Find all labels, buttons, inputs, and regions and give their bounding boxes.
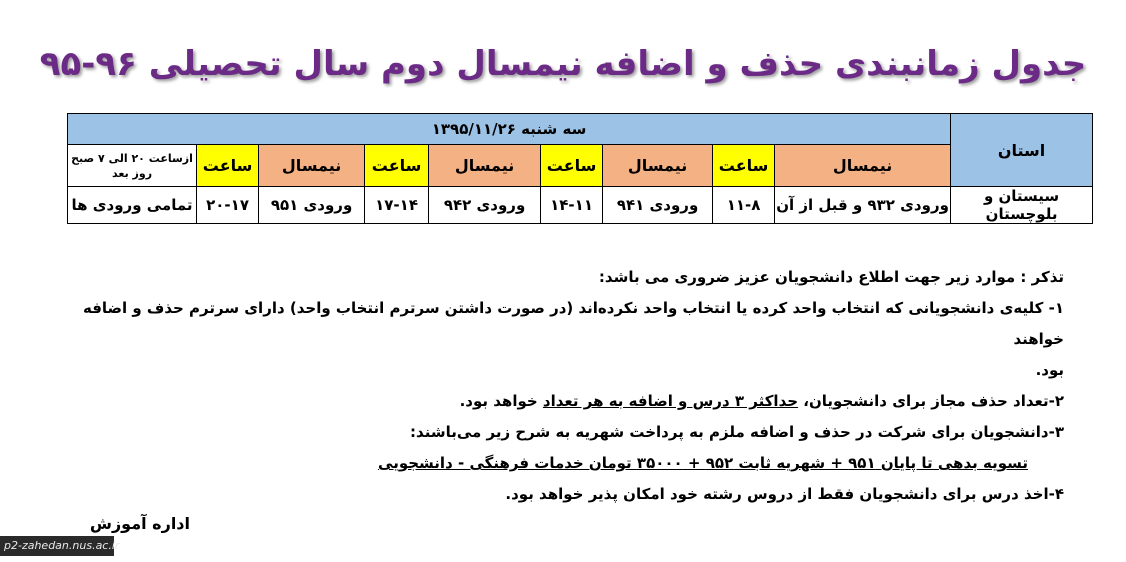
semester-header: نیمسال: [775, 145, 951, 187]
table-row: [68, 187, 1093, 224]
table-cell: ورودی ۹۴۱: [603, 187, 713, 224]
watermark: p2-zahedan.nus.ac.ir: [0, 536, 114, 556]
schedule-table: [67, 113, 1093, 224]
note-item-2-emphasis: حداکثر ۳ درس و اضافه به هر تعداد: [542, 392, 799, 410]
date-header: سه شنبه ۱۳۹۵/۱۱/۲۶: [68, 114, 951, 145]
table-cell: ورودی ۹۵۱: [259, 187, 365, 224]
table-cell: ۱۱-۸: [713, 187, 775, 224]
note-item-4: ۴-اخذ درس برای دانشجویان فقط از دروس رشته خود امکان پذیر خواهد بود.: [505, 485, 1064, 503]
table-cell: تمامی ورودی ها: [68, 187, 197, 224]
table-cell: ۱۷-۱۴: [365, 187, 429, 224]
state-header: استان: [951, 114, 1093, 187]
table-cell: ورودی ۹۴۲: [429, 187, 541, 224]
note-item-1-continued: بود.: [1035, 361, 1064, 379]
time-header: ساعت: [713, 145, 775, 187]
fee-detail-text: تسویه بدهی تا پایان ۹۵۱ + شهریه ثابت ۹۵۲ + ۳۵۰۰۰ تومان خدمات فرهنگی - دانشجویی: [378, 454, 1028, 472]
signature: اداره آموزش: [89, 514, 190, 533]
notes-heading: تذکر : موارد زیر جهت اطلاع دانشجویان عزیز ضروری می باشد:: [598, 268, 1064, 286]
note-item-3: ۳-دانشجویان برای شرکت در حذف و اضافه ملزم به پرداخت شهریه به شرح زیر می‌باشند:: [410, 423, 1064, 441]
state-cell: سیستان و بلوچستان: [951, 187, 1093, 224]
table-cell: ۲۰-۱۷: [197, 187, 259, 224]
note-item-1: ۱- کلیه‌ی دانشجویانی که انتخاب واحد کرده یا انتخاب واحد نکرده‌اند (در صورت داشتن سرترم انتخاب واحد) دارای سرترم حذف و اضافه خواهند: [82, 299, 1064, 348]
table-cell: ۱۴-۱۱: [541, 187, 603, 224]
semester-header: نیمسال: [259, 145, 365, 187]
note-item-3-detail: [64, 448, 1064, 479]
semester-header: نیمسال: [429, 145, 541, 187]
time-header: ساعت: [197, 145, 259, 187]
note-item-2: [64, 386, 1064, 417]
table-cell: ورودی ۹۳۲ و قبل از آن: [775, 187, 951, 224]
semester-header: نیمسال: [603, 145, 713, 187]
time-header: ساعت: [365, 145, 429, 187]
page-title: جدول زمانبندی حذف و اضافه نیمسال دوم سال تحصیلی ۹۶-۹۵: [39, 44, 1087, 84]
overnight-note-line2: روز بعد: [112, 166, 153, 180]
notes-section: [64, 262, 1064, 510]
time-header: ساعت: [541, 145, 603, 187]
note-item-2-text: ۲-تعداد حذف مجاز برای دانشجویان،: [798, 392, 1064, 410]
overnight-note-header: [68, 145, 197, 187]
overnight-note-line1: ازساعت ۲۰ الی ۷ صبح: [71, 151, 193, 165]
note-item-2-end: خواهد بود.: [459, 392, 543, 410]
